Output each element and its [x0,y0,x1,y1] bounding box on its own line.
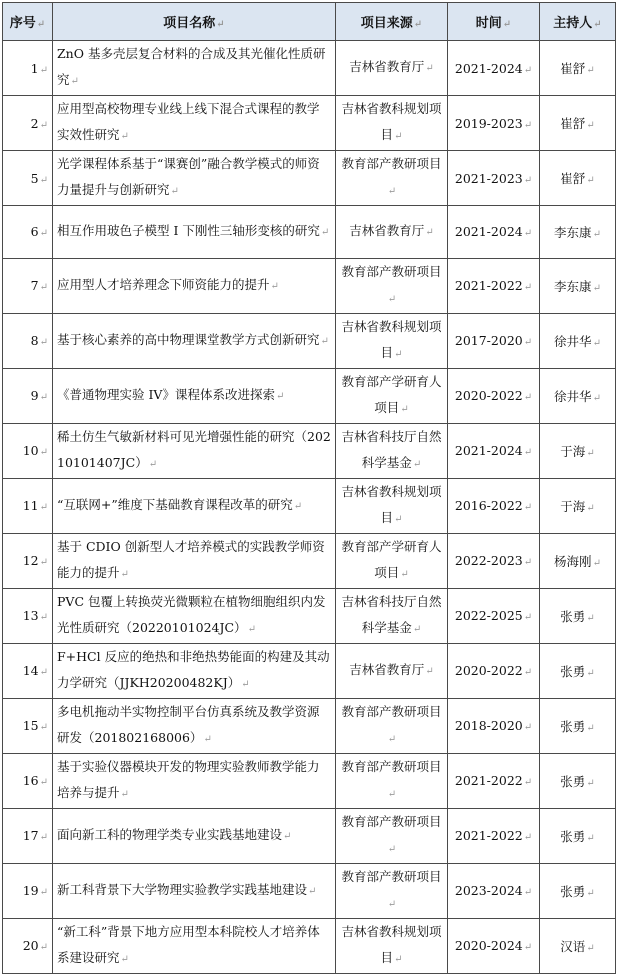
cell-project-source: 吉林省科技厅自然科学基金↵ [336,588,448,643]
cell-project-name: 基于核心素养的高中物理课堂教学方式创新研究↵ [53,313,336,368]
table-row [3,533,616,588]
cell-time: 2020-2022↵ [448,368,540,423]
cell-no: 20↵ [3,918,53,973]
cell-host: 徐井华↵ [540,368,616,423]
cell-no: 17↵ [3,808,53,863]
cell-host: 张勇↵ [540,588,616,643]
cell-time: 2020-2022↵ [448,643,540,698]
table-row [3,478,616,533]
cell-project-name: 《普通物理实验 IV》课程体系改进探索↵ [53,368,336,423]
cell-project-name: 面向新工科的物理学类专业实践基地建设↵ [53,808,336,863]
cell-project-source: 吉林省教科规划项目↵ [336,918,448,973]
cell-project-name: ZnO 基多壳层复合材料的合成及其光催化性质研究↵ [53,41,336,96]
projects-table [2,2,616,974]
cell-no: 5↵ [3,151,53,206]
cell-host: 汉语↵ [540,918,616,973]
cell-project-source: 教育部产教研项目↵ [336,753,448,808]
cell-no: 13↵ [3,588,53,643]
cell-no: 19↵ [3,863,53,918]
table-row [3,863,616,918]
cell-time: 2022-2025↵ [448,588,540,643]
cell-host: 崔舒↵ [540,96,616,151]
header-time: 时间↵ [448,3,540,41]
cell-project-source: 教育部产教研项目↵ [336,258,448,313]
cell-project-name: 应用型高校物理专业线上线下混合式课程的教学实效性研究↵ [53,96,336,151]
cell-project-name: PVC 包覆上转换荧光微颗粒在植物细胞组织内发光性质研究（20220101024JC）↵ [53,588,336,643]
header-row [3,3,616,41]
cell-project-name: 基于 CDIO 创新型人才培养模式的实践教学师资能力的提升↵ [53,533,336,588]
cell-project-source: 吉林省教育厅↵ [336,643,448,698]
cell-host: 于海↵ [540,423,616,478]
cell-project-source: 教育部产学研育人项目↵ [336,368,448,423]
table-row [3,753,616,808]
table-header [3,3,616,41]
cell-host: 张勇↵ [540,643,616,698]
cell-project-source: 教育部产教研项目↵ [336,808,448,863]
cell-project-name: 稀土仿生气敏新材料可见光增强性能的研究（20210101407JC）↵ [53,423,336,478]
cell-project-source: 吉林省教科规划项目↵ [336,96,448,151]
cell-no: 2↵ [3,96,53,151]
cell-host: 李东康↵ [540,258,616,313]
cell-project-name: 应用型人才培养理念下师资能力的提升↵ [53,258,336,313]
table-body [3,41,616,974]
cell-project-source: 教育部产教研项目↵ [336,863,448,918]
table-row [3,698,616,753]
cell-time: 2021-2022↵ [448,808,540,863]
cell-host: 徐井华↵ [540,313,616,368]
cell-time: 2023-2024↵ [448,863,540,918]
cell-no: 6↵ [3,206,53,259]
cell-time: 2019-2023↵ [448,96,540,151]
cell-host: 张勇↵ [540,698,616,753]
cell-no: 16↵ [3,753,53,808]
cell-time: 2021-2024↵ [448,41,540,96]
cell-host: 张勇↵ [540,863,616,918]
cell-time: 2018-2020↵ [448,698,540,753]
cell-project-name: 多电机拖动半实物控制平台仿真系统及教学资源研发（201802168006）↵ [53,698,336,753]
header-no: 序号↵ [3,3,53,41]
cell-time: 2021-2022↵ [448,753,540,808]
cell-project-name: “新工科”背景下地方应用型本科院校人才培养体系建设研究↵ [53,918,336,973]
cell-no: 15↵ [3,698,53,753]
cell-project-name: 相互作用玻色子模型 I 下刚性三轴形变核的研究↵ [53,206,336,259]
table-row [3,313,616,368]
table-row [3,41,616,96]
table-row [3,206,616,259]
cell-no: 10↵ [3,423,53,478]
cell-no: 8↵ [3,313,53,368]
cell-time: 2021-2022↵ [448,258,540,313]
cell-host: 于海↵ [540,478,616,533]
cell-time: 2021-2024↵ [448,423,540,478]
cell-host: 崔舒↵ [540,151,616,206]
cell-project-name: “互联网+”维度下基础教育课程改革的研究↵ [53,478,336,533]
cell-project-name: 基于实验仪器模块开发的物理实验教师教学能力培养与提升↵ [53,753,336,808]
cell-project-source: 吉林省教育厅↵ [336,41,448,96]
table-row [3,588,616,643]
cell-project-source: 教育部产学研育人项目↵ [336,533,448,588]
cell-project-name: 新工科背景下大学物理实验教学实践基地建设↵ [53,863,336,918]
cell-no: 14↵ [3,643,53,698]
table-row [3,96,616,151]
cell-time: 2021-2023↵ [448,151,540,206]
cell-host: 杨海刚↵ [540,533,616,588]
header-source: 项目来源↵ [336,3,448,41]
cell-time: 2020-2024↵ [448,918,540,973]
table-row [3,258,616,313]
header-host: 主持人↵ [540,3,616,41]
cell-project-source: 教育部产教研项目↵ [336,151,448,206]
cell-project-name: 光学课程体系基于“课赛创”融合教学模式的师资力量提升与创新研究↵ [53,151,336,206]
table-row [3,918,616,973]
cell-project-source: 教育部产教研项目↵ [336,698,448,753]
cell-time: 2016-2022↵ [448,478,540,533]
cell-host: 张勇↵ [540,753,616,808]
cell-no: 1↵ [3,41,53,96]
cell-no: 12↵ [3,533,53,588]
cell-time: 2021-2024↵ [448,206,540,259]
table-row [3,808,616,863]
header-name: 项目名称↵ [53,3,336,41]
cell-no: 7↵ [3,258,53,313]
cell-project-source: 吉林省教育厅↵ [336,206,448,259]
cell-host: 张勇↵ [540,808,616,863]
cell-time: 2017-2020↵ [448,313,540,368]
cell-project-source: 吉林省教科规划项目↵ [336,313,448,368]
table-row [3,368,616,423]
cell-host: 李东康↵ [540,206,616,259]
cell-project-source: 吉林省教科规划项目↵ [336,478,448,533]
cell-time: 2022-2023↵ [448,533,540,588]
table-row [3,423,616,478]
cell-project-name: F+HCl 反应的绝热和非绝热势能面的构建及其动力学研究（JJKH20200482KJ）↵ [53,643,336,698]
table-row [3,643,616,698]
cell-no: 11↵ [3,478,53,533]
cell-host: 崔舒↵ [540,41,616,96]
cell-project-source: 吉林省科技厅自然科学基金↵ [336,423,448,478]
cell-no: 9↵ [3,368,53,423]
table-row [3,151,616,206]
